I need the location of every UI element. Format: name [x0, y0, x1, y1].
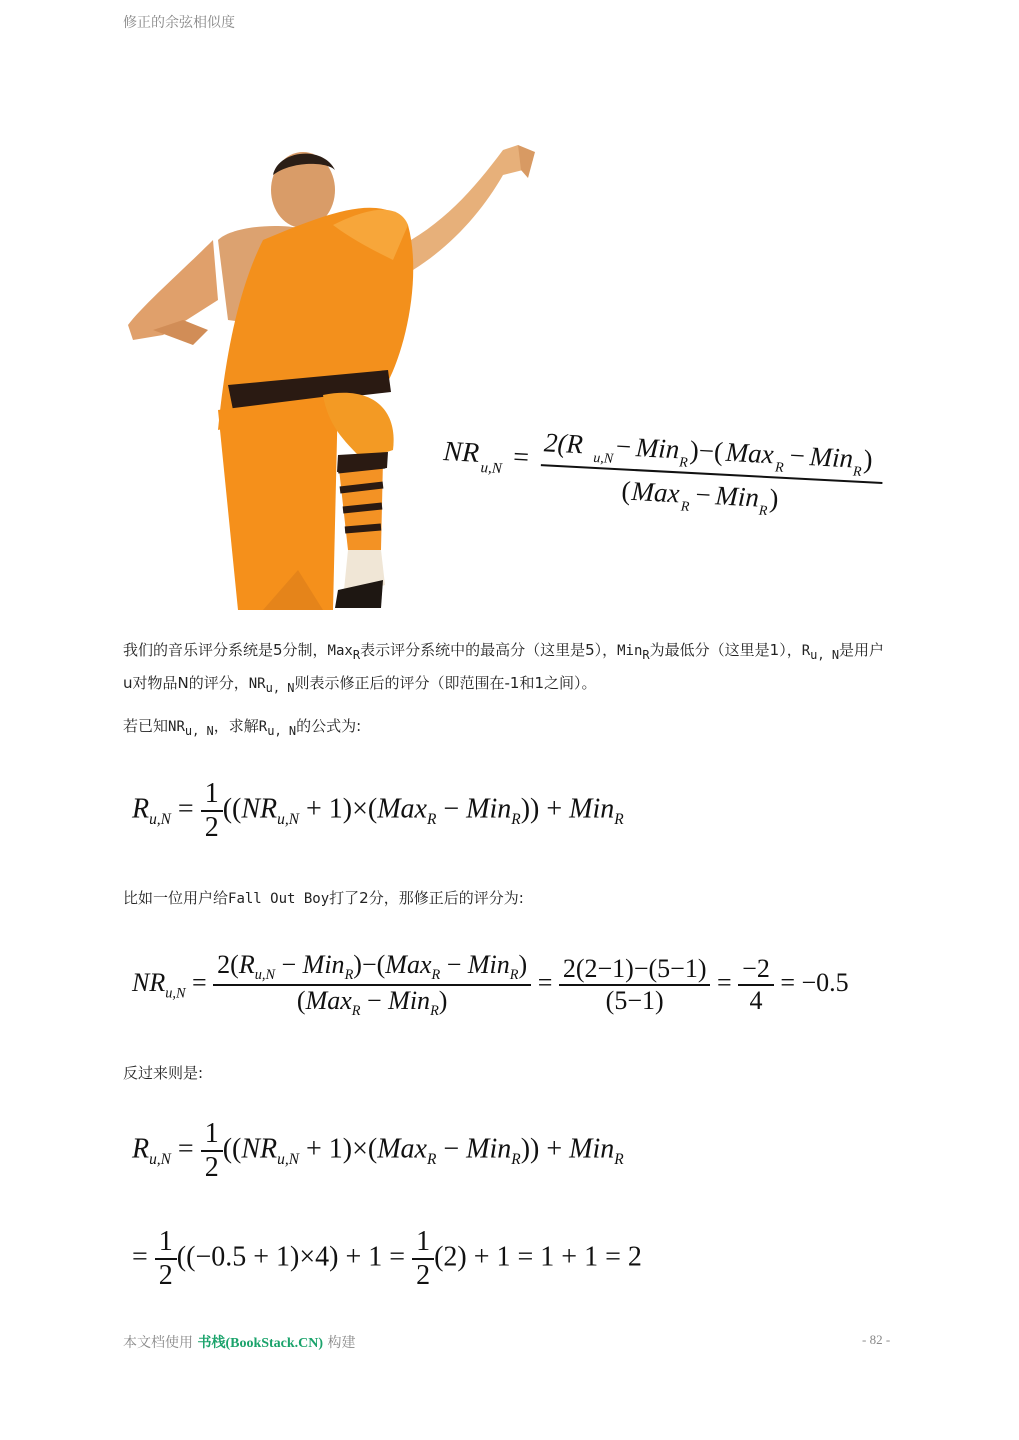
reverse-intro: 反过来则是:	[123, 1064, 204, 1082]
svg-text:2(R: 2(R	[543, 427, 584, 460]
example-formula: $NR_{u,N}$ = $\frac{2(R_{u,N} - Min_R)-(Max_R - Min_R)}{(Max_R - Min_R)}$ = $\frac{2(2-1)-(5-1)}{(5-1)}$ = $\frac{-2}{4}$ = −0.5	[132, 950, 849, 1020]
hero-formula	[440, 422, 885, 525]
svg-text:)−(: )−(	[689, 434, 724, 467]
monk-figure	[128, 145, 535, 610]
svg-text:−: −	[788, 440, 806, 471]
svg-text:): )	[768, 483, 780, 514]
footer-credit: 本文档使用 书栈(BookStack.CN) 构建	[123, 1335, 356, 1351]
svg-text:u,N: u,N	[592, 450, 614, 467]
inverse-intro: 若已知$NR_{u, N}$，求解$R_{u, N}$的公式为:	[123, 717, 362, 738]
svg-text:Min: Min	[808, 441, 854, 474]
svg-text:R: R	[680, 499, 690, 515]
svg-text:NR: NR	[442, 436, 480, 469]
svg-text:−: −	[694, 479, 712, 511]
result-formula: = $\frac{1}{2}$ ((−0.5 + 1)×4) + 1 = $\frac{1}{2}$ (2) + 1 = 1 + 1 = 2	[132, 1226, 642, 1291]
svg-text:Max: Max	[725, 436, 775, 470]
svg-text:R: R	[758, 503, 768, 520]
hero-illustration	[123, 130, 903, 610]
svg-text:): )	[862, 444, 874, 475]
svg-text:(: (	[620, 475, 632, 506]
svg-text:u,N: u,N	[480, 459, 503, 478]
page-number: - 82 -	[862, 1332, 891, 1347]
svg-text:Min: Min	[714, 480, 760, 513]
example-intro: 比如一位用户给Fall Out Boy打了2分，那修正后的评分为:	[123, 889, 524, 907]
page-header-title: 修正的余弦相似度	[123, 15, 235, 31]
svg-text:R: R	[774, 460, 784, 476]
bookstack-link[interactable]: 书栈(BookStack.CN)	[197, 1336, 324, 1351]
inverse-formula-repeat: $R_{u,N}$ = $\frac{1}{2}$ $((NR_{u,N} + 1)\times(Max_R - Min_R)) + Min_R$	[132, 1118, 624, 1183]
svg-text:Max: Max	[630, 475, 681, 509]
inverse-formula: $R_{u,N}$ = $\frac{1}{2}$ $((NR_{u,N} + 1)\times(Max_R - Min_R)) + Min_R$	[132, 778, 624, 843]
svg-text:−: −	[615, 431, 632, 462]
svg-text:Min: Min	[635, 432, 681, 465]
svg-text:R: R	[852, 464, 862, 480]
svg-text:R: R	[678, 455, 689, 471]
intro-paragraph: 我们的音乐评分系统是5分制，Max$_R$表示评分系统中的最高分（这里是5），Min$_R$为最低分（这里是1），$R_{u, N}$是用户u对物品N的评分，$NR_{u, N}$则表示修正后的评分（即范围在-1和1之间）。	[123, 641, 885, 695]
svg-text:=: =	[512, 441, 530, 474]
